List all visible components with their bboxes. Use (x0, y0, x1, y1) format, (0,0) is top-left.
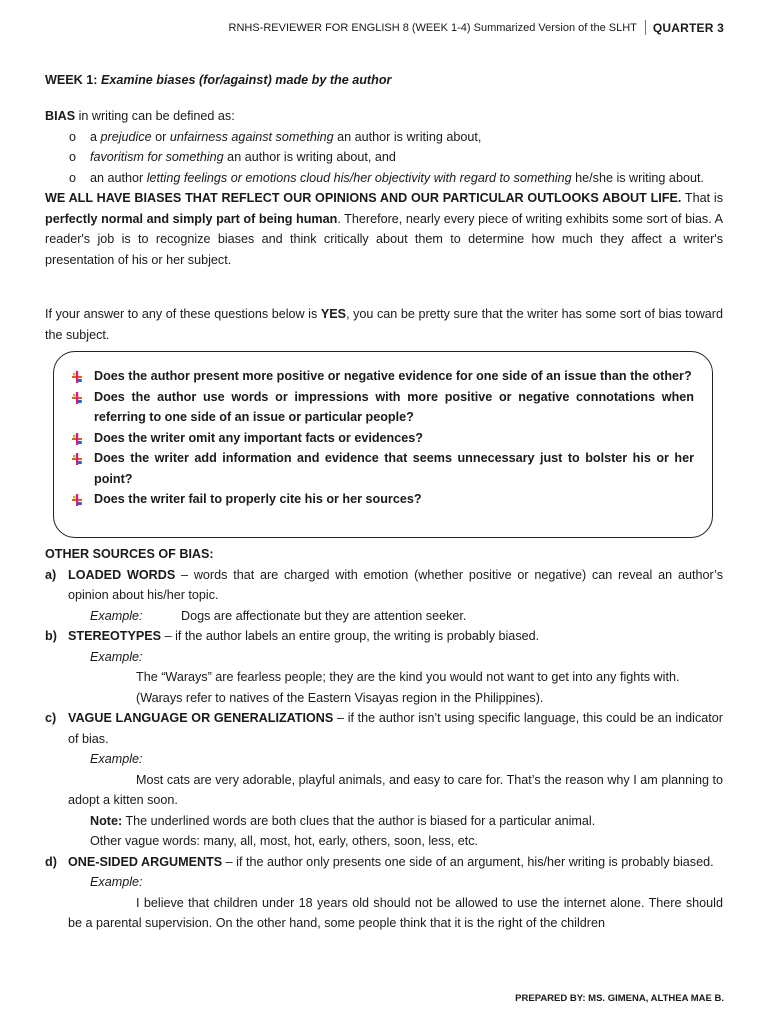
definition-item: o favoritism for something an author is writing about, and (45, 147, 723, 168)
bias-term: BIAS (45, 109, 76, 123)
definition-item: o a prejudice or unfairness against something an author is writing about, (45, 127, 723, 148)
page-header (229, 20, 724, 35)
quarter-label: QUARTER 3 (652, 20, 724, 35)
pushpin-icon (70, 493, 84, 507)
example-text: I believe that children under 18 years old should not be allowed to use the internet alone. There should be a parental supervision. On the other hand, some people think that it is the right of the children (68, 895, 723, 930)
definition-intro: in writing can be defined as: (75, 109, 235, 123)
example-line: Example: Dogs are affectionate but they are attention seeker. (90, 608, 467, 623)
example-label: Example: (90, 649, 143, 664)
biases-paragraph: WE ALL HAVE BIASES THAT REFLECT OUR OPINIONS AND OUR PARTICULAR OUTLOOKS ABOUT LIFE. That is perfectly normal and simply part of being human. Therefore, nearly every piece of writing exhibits some sort of bias. A reader's job is to recognize biases and think critically about them to determine how much they affect a writer's presentation of his or her subject. (45, 191, 723, 267)
example-text: Most cats are very adorable, playful animals, and easy to care for. That’s the reason why I am planning to adopt a kitten soon. (68, 772, 723, 807)
week-title: Examine biases (for/against) made by the author (100, 73, 392, 87)
bias-source-b: b) STEREOTYPES – if the author labels an entire group, the writing is probably biased. (45, 629, 540, 643)
week-label: WEEK 1: (45, 73, 98, 87)
question-item: Does the author present more positive or negative evidence for one side of an issue than the other? (70, 366, 694, 387)
other-sources-section (45, 544, 723, 934)
bias-source-a: a) LOADED WORDS – words that are charged with emotion (whether positive or negative) can reveal an author’s opinion about his/her topic. (45, 567, 723, 602)
question-item: Does the writer fail to properly cite his or her sources? (70, 489, 694, 510)
section-heading: OTHER SOURCES OF BIAS: (45, 547, 214, 561)
example-label: Example: (90, 752, 143, 766)
header-divider (645, 20, 646, 35)
week-heading (45, 70, 723, 91)
questions-list (70, 366, 694, 510)
circle-bullet-icon: o (69, 150, 77, 164)
pushpin-icon (70, 391, 84, 405)
definition-list (45, 127, 723, 189)
document-title: RNHS-REVIEWER FOR ENGLISH 8 (WEEK 1-4) Summarized Version of the SLHT (228, 21, 637, 34)
circle-bullet-icon: o (69, 170, 77, 185)
bias-source-d: d) ONE-SIDED ARGUMENTS – if the author only presents one side of an argument, his/her writing is probably biased. (45, 854, 714, 869)
question-item: Does the author use words or impressions with more positive or negative connotations when referring to one side of an issue or particular people? (70, 387, 694, 428)
pushpin-icon (70, 432, 84, 446)
yes-paragraph: If your answer to any of these questions below is YES, you can be pretty sure that the writer has some sort of bias toward the subject. (45, 307, 723, 342)
prepared-by: PREPARED BY: MS. GIMENA, ALTHEA MAE B. (515, 993, 724, 1004)
example-label: Example: (90, 875, 143, 889)
bias-source-c: c) VAGUE LANGUAGE OR GENERALIZATIONS – if the author isn’t using specific language, this could be an indicator of bias. (45, 711, 723, 746)
pushpin-icon (70, 370, 84, 384)
note-line: Note: The underlined words are both clues that the author is biased for a particular animal. (90, 813, 596, 828)
pushpin-icon (70, 452, 84, 466)
bias-definition (45, 106, 723, 270)
circle-bullet-icon: o (69, 129, 77, 144)
question-item: Does the writer add information and evidence that seems unnecessary just to bolster his or her point? (70, 448, 694, 489)
definition-item: o an author letting feelings or emotions cloud his/her objectivity with regard to something he/she is writing about. (45, 168, 723, 189)
question-item: Does the writer omit any important facts or evidences? (70, 428, 694, 449)
other-vague-words: Other vague words: many, all, most, hot, early, others, soon, less, etc. (90, 834, 479, 848)
example-note: (Warays refer to natives of the Eastern Visayas region in the Philippines). (136, 690, 544, 705)
example-text: The “Warays” are fearless people; they are the kind you would not want to get into any fights with. (136, 670, 680, 684)
